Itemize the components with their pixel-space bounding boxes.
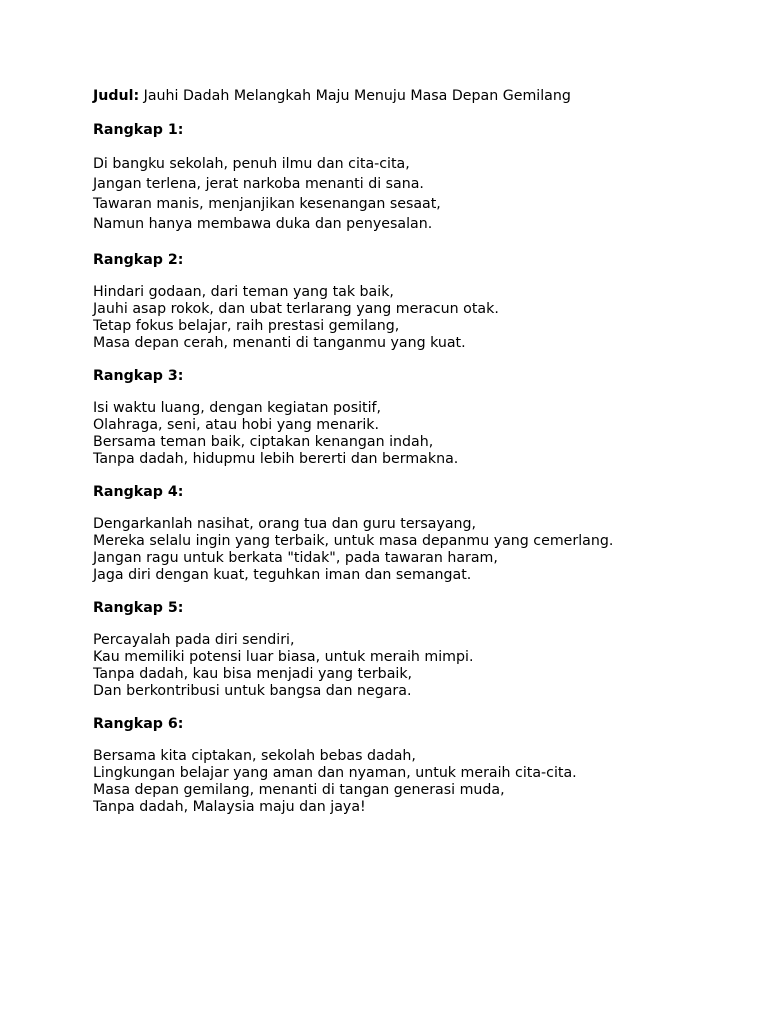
stanza-6 bbox=[93, 714, 753, 816]
stanza-lines bbox=[93, 748, 753, 816]
document-title bbox=[93, 86, 753, 106]
poem-line: Percayalah pada diri sendiri, bbox=[93, 632, 295, 648]
poem-line: Hindari godaan, dari teman yang tak baik, bbox=[93, 284, 394, 300]
poem-line: Jangan terlena, jerat narkoba menanti di sana. bbox=[93, 176, 424, 192]
poem-line: Tanpa dadah, Malaysia maju dan jaya! bbox=[93, 799, 366, 815]
poem-line: Bersama kita ciptakan, sekolah bebas dadah, bbox=[93, 748, 416, 764]
document-page bbox=[93, 86, 753, 830]
stanza-heading: Rangkap 3: bbox=[93, 368, 184, 384]
stanza-5 bbox=[93, 598, 753, 700]
poem-line: Jaga diri dengan kuat, teguhkan iman dan semangat. bbox=[93, 567, 472, 583]
poem-line: Bersama teman baik, ciptakan kenangan indah, bbox=[93, 434, 434, 450]
poem-line: Dan berkontribusi untuk bangsa dan negara. bbox=[93, 683, 412, 699]
stanza-lines bbox=[93, 154, 753, 234]
stanza-heading: Rangkap 5: bbox=[93, 600, 184, 616]
poem-line: Olahraga, seni, atau hobi yang menarik. bbox=[93, 417, 380, 433]
stanza-lines bbox=[93, 516, 753, 584]
stanza-lines bbox=[93, 632, 753, 700]
stanza-heading: Rangkap 1: bbox=[93, 122, 184, 138]
poem-line: Jangan ragu untuk berkata "tidak", pada tawaran haram, bbox=[93, 550, 498, 566]
stanza-lines bbox=[93, 400, 753, 468]
stanza-2 bbox=[93, 250, 753, 352]
poem-line: Tetap fokus belajar, raih prestasi gemilang, bbox=[93, 318, 400, 334]
poem-line: Tanpa dadah, hidupmu lebih bererti dan bermakna. bbox=[93, 451, 459, 467]
title-text: Jauhi Dadah Melangkah Maju Menuju Masa Depan Gemilang bbox=[139, 88, 571, 104]
poem-line: Jauhi asap rokok, dan ubat terlarang yang meracun otak. bbox=[93, 301, 499, 317]
poem-line: Tawaran manis, menjanjikan kesenangan sesaat, bbox=[93, 196, 441, 212]
stanza-heading: Rangkap 6: bbox=[93, 716, 184, 732]
stanza-1 bbox=[93, 120, 753, 234]
stanza-3 bbox=[93, 366, 753, 468]
poem-line: Kau memiliki potensi luar biasa, untuk meraih mimpi. bbox=[93, 649, 474, 665]
poem-line: Dengarkanlah nasihat, orang tua dan guru tersayang, bbox=[93, 516, 477, 532]
title-label: Judul: bbox=[93, 88, 140, 104]
stanza-heading: Rangkap 4: bbox=[93, 484, 184, 500]
poem-line: Namun hanya membawa duka dan penyesalan. bbox=[93, 216, 433, 232]
poem-line: Lingkungan belajar yang aman dan nyaman, untuk meraih cita-cita. bbox=[93, 765, 577, 781]
stanza-4 bbox=[93, 482, 753, 584]
poem-line: Mereka selalu ingin yang terbaik, untuk masa depanmu yang cemerlang. bbox=[93, 533, 614, 549]
poem-line: Masa depan gemilang, menanti di tangan generasi muda, bbox=[93, 782, 505, 798]
poem-line: Masa depan cerah, menanti di tanganmu yang kuat. bbox=[93, 335, 466, 351]
stanza-lines bbox=[93, 284, 753, 352]
stanza-heading: Rangkap 2: bbox=[93, 252, 184, 268]
poem-line: Tanpa dadah, kau bisa menjadi yang terbaik, bbox=[93, 666, 413, 682]
poem-line: Isi waktu luang, dengan kegiatan positif, bbox=[93, 400, 382, 416]
poem-line: Di bangku sekolah, penuh ilmu dan cita-cita, bbox=[93, 156, 410, 172]
